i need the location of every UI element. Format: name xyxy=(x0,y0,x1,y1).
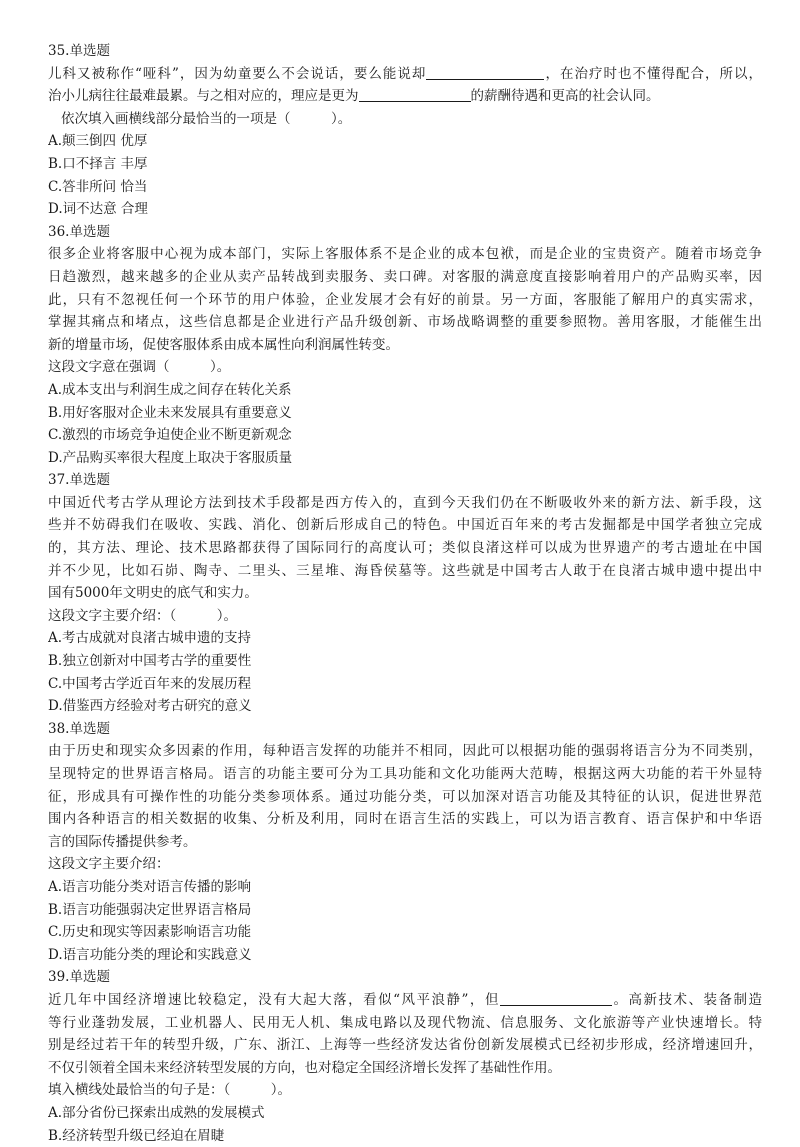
option-b[interactable]: B.口不择言 丰厚 xyxy=(48,153,762,176)
option-a[interactable]: A.语言功能分类对语言传播的影响 xyxy=(48,876,762,899)
option-d[interactable]: D.借鉴西方经验对考古研究的意义 xyxy=(48,695,762,718)
passage-line: 儿科又被称作“哑科”，因为幼童要么不会说话，要么能说却 ，在治疗时也不懂得配合，所以， xyxy=(48,63,762,86)
question-header: 35.单选题 xyxy=(48,40,762,63)
option-c[interactable]: C.激烈的市场竞争迫使企业不断更新观念 xyxy=(48,424,762,447)
question-39 xyxy=(48,966,762,1147)
question-37 xyxy=(48,469,762,718)
passage-line: 并不少见，比如石峁、陶寺、二里头、三星堆、海昏侯墓等。这些就是中国考古人敢于在良渚古城申遗中提出中 xyxy=(48,560,762,583)
passage-line: 些并不妨碍我们在吸收、实践、消化、创新后形成自己的特色。中国近百年来的考古发掘都是中国学者独立完成 xyxy=(48,514,762,537)
passage-line: 新的增量市场，促使客服体系由成本属性向利润属性转变。 xyxy=(48,334,762,357)
option-d[interactable]: D.语言功能分类的理论和实践意义 xyxy=(48,944,762,967)
option-a[interactable]: A.颠三倒四 优厚 xyxy=(48,130,762,153)
passage-line: 很多企业将客服中心视为成本部门，实际上客服体系不是企业的成本包袱，而是企业的宝贵资产。随着市场竞争 xyxy=(48,243,762,266)
question-prompt: 这段文字意在强调（ ）。 xyxy=(48,356,762,379)
fill-blank xyxy=(500,990,612,1006)
fill-blank xyxy=(426,64,544,80)
question-prompt: 填入横线处最恰当的句子是：（ ）。 xyxy=(48,1079,762,1102)
passage-line: 别是经过若干年的转型升级，广东、浙江、上海等一些经济发达省份创新发展模式已经初步形成，经济增速回升， xyxy=(48,1034,762,1057)
question-36 xyxy=(48,221,762,470)
question-38 xyxy=(48,718,762,967)
option-b[interactable]: B.独立创新对中国考古学的重要性 xyxy=(48,650,762,673)
passage-line: 近几年中国经济增速比较稳定，没有大起大落，看似“风平浪静”，但 。高新技术、装备制造 xyxy=(48,989,762,1012)
passage-line: 不仅引领着全国未来经济转型发展的方向，也对稳定全国经济增长发挥了基础性作用。 xyxy=(48,1057,762,1080)
question-prompt: 依次填入画横线部分最恰当的一项是（ ）。 xyxy=(48,108,762,131)
option-a[interactable]: A.考古成就对良渚古城申遗的支持 xyxy=(48,627,762,650)
option-c[interactable]: C.历史和现实等因素影响语言功能 xyxy=(48,921,762,944)
option-b[interactable]: B.经济转型升级已经迫在眉睫 xyxy=(48,1125,762,1147)
question-header: 38.单选题 xyxy=(48,718,762,741)
option-d[interactable]: D.产品购买率很大程度上取决于客服质量 xyxy=(48,447,762,470)
option-d[interactable]: D.词不达意 合理 xyxy=(48,198,762,221)
option-c[interactable]: C.答非所问 恰当 xyxy=(48,176,762,199)
passage-line: 等行业蓬勃发展，工业机器人、民用无人机、集成电路以及现代物流、信息服务、文化旅游等产业快速增长。特 xyxy=(48,1012,762,1035)
question-header: 37.单选题 xyxy=(48,469,762,492)
passage-line: 国有5000年文明史的底气和实力。 xyxy=(48,582,762,605)
passage-line: 围内各种语言的相关数据的收集、分析及利用，同时在语言生活的实践上，可以为语言教育、语言保护和中华语 xyxy=(48,808,762,831)
exam-page xyxy=(48,40,762,1147)
question-header: 39.单选题 xyxy=(48,966,762,989)
option-b[interactable]: B.语言功能强弱决定世界语言格局 xyxy=(48,899,762,922)
question-header: 36.单选题 xyxy=(48,221,762,244)
fill-blank xyxy=(359,86,471,102)
question-prompt: 这段文字主要介绍：（ ）。 xyxy=(48,605,762,628)
passage-line: 由于历史和现实众多因素的作用，每种语言发挥的功能并不相同，因此可以根据功能的强弱将语言分为不同类别， xyxy=(48,740,762,763)
question-35 xyxy=(48,40,762,221)
option-b[interactable]: B.用好客服对企业未来发展具有重要意义 xyxy=(48,402,762,425)
passage-line: 掌握其痛点和堵点，这些信息都是企业进行产品升级创新、市场战略调整的重要参照物。善用客服，才能催生出 xyxy=(48,311,762,334)
passage-line: 呈现特定的世界语言格局。语言的功能主要可分为工具功能和文化功能两大范畴，根据这两大功能的若干外显特 xyxy=(48,763,762,786)
option-c[interactable]: C.中国考古学近百年来的发展历程 xyxy=(48,673,762,696)
question-prompt: 这段文字主要介绍： xyxy=(48,853,762,876)
passage-line: 的，其方法、理论、技术思路都获得了国际同行的高度认可；类似良渚这样可以成为世界遗产的考古遗址在中国 xyxy=(48,537,762,560)
passage-line: 治小儿病往往最难最累。与之相对应的，理应是更为 的薪酬待遇和更高的社会认同。 xyxy=(48,85,762,108)
option-a[interactable]: A.部分省份已探索出成熟的发展模式 xyxy=(48,1102,762,1125)
passage-line: 此，只有不忽视任何一个环节的用户体验，企业发展才会有好的前景。另一方面，客服能了解用户的真实需求， xyxy=(48,289,762,312)
passage-line: 中国近代考古学从理论方法到技术手段都是西方传入的，直到今天我们仍在不断吸收外来的新方法、新手段，这 xyxy=(48,492,762,515)
passage-line: 言的国际传播提供参考。 xyxy=(48,831,762,854)
passage-line: 日趋激烈，越来越多的企业从卖产品转战到卖服务、卖口碑。对客服的满意度直接影响着用户的产品购买率，因 xyxy=(48,266,762,289)
option-a[interactable]: A.成本支出与利润生成之间存在转化关系 xyxy=(48,379,762,402)
passage-line: 征，形成具有可操作性的功能分类参项体系。通过功能分类，可以加深对语言功能及其特征的认识，促进世界范 xyxy=(48,786,762,809)
